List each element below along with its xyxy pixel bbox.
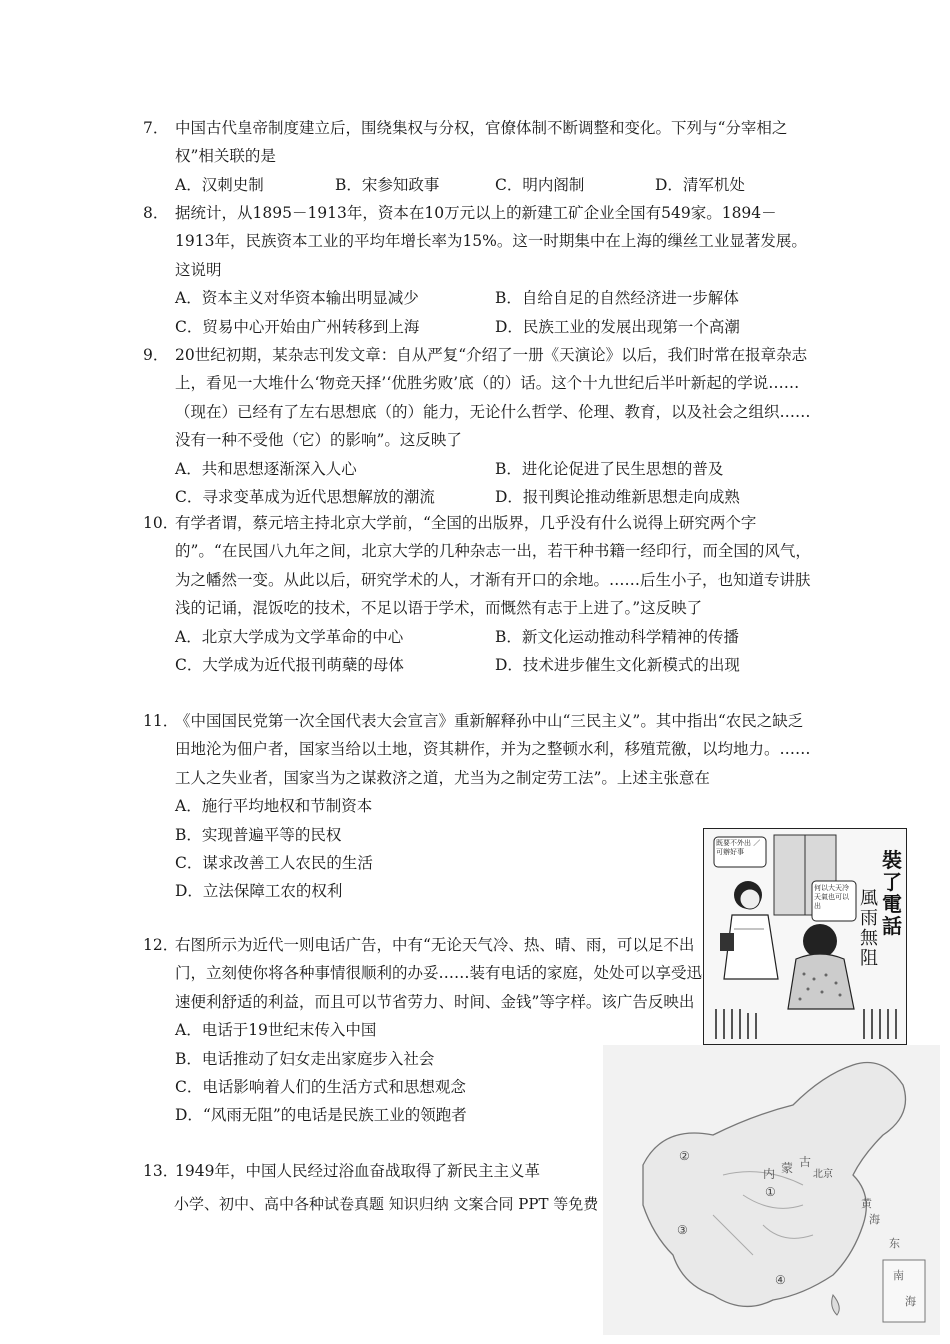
question-7 [143, 114, 815, 199]
option-a[interactable]: A．汉刺史制 [175, 175, 264, 194]
option-c[interactable]: C．谋求改善工人农民的生活 [175, 854, 373, 873]
option-c[interactable]: C．大学成为近代报刊萌蘖的母体 [175, 656, 404, 675]
option-d[interactable]: D．报刊舆论推动维新思想走向成熟 [495, 488, 740, 507]
question-number: 8． [143, 204, 169, 222]
map-label-gu: 古 [799, 1155, 812, 1169]
option-d[interactable]: D．技术进步催生文化新模式的出现 [495, 656, 740, 675]
question-stem: 有学者谓，蔡元培主持北京大学前，“全国的出版界，几乎没有什么说得上研究两个字的”。“在民国八九年之间，北京大学的几种杂志一出，若干种书籍一经印行，而全国的风气，为之幡然一变。从此以后，研究学术的人，才渐有开口的余地。……后生小子，也知道专讲肤浅的记诵，混饭吃的技术，不足以语于学术，而慨然有志于上进了。”这反映了 [175, 514, 811, 618]
question-stem: 《中国国民党第一次全国代表大会宣言》重新解释孙中山“三民主义”。其中指出“农民之缺乏田地沦为佃户者，国家当给以土地，资其耕作，并为之整顿水利，移殖荒徼，以均地力。……工人之失业者，国家当为之谋救济之道，尤当为之制定劳工法”。上述主张意在 [175, 712, 811, 787]
advert-bubble-right: 何以大天冷天氣也可以出 [814, 884, 849, 910]
option-a[interactable]: A．北京大学成为文学革命的中心 [175, 627, 404, 646]
option-b[interactable]: B．电话推动了妇女走出家庭步入社会 [175, 1049, 435, 1068]
option-b[interactable]: B．宋参知政事 [335, 175, 440, 194]
option-d[interactable]: D．民族工业的发展出现第一个高潮 [495, 317, 740, 336]
question-stem: 1949年，中国人民经过浴血奋战取得了新民主主义革 [175, 1162, 540, 1180]
question-10 [143, 509, 815, 679]
question-9 [143, 341, 815, 511]
map-marker-4: ④ [775, 1273, 786, 1287]
map-label-hai2: 海 [905, 1295, 916, 1308]
option-a[interactable]: A．电话于19世纪末传入中国 [175, 1021, 377, 1040]
map-label-dong: 东 [889, 1237, 900, 1250]
footer-watermark-text: 小学、初中、高中各种试卷真题 知识归纳 文案合同 PPT 等免费 [174, 1195, 599, 1213]
question-number: 13． [143, 1162, 179, 1180]
option-c[interactable]: C．寻求变革成为近代思想解放的潮流 [175, 488, 435, 507]
question-number: 11． [143, 712, 179, 730]
question-number: 12． [143, 936, 179, 954]
advert-bubble-left: 既要不外出 ／ 可辦好事 [716, 839, 761, 856]
option-a[interactable]: A．资本主义对华资本输出明显减少 [175, 289, 419, 308]
question-stem: 右图所示为近代一则电话广告，中有“无论天气冷、热、晴、雨，可以足不出门，立刻使你将各种事情很顺利的办妥……装有电话的家庭，处处可以享受迅速便利舒适的利益，而且可以节省劳力、时间、金钱”等字样。该广告反映出 [175, 936, 703, 1011]
question-stem: 20世纪初期，某杂志刊发文章：自从严复“介绍了一册《天演论》以后，我们时常在报章杂志上，看见一大堆什么‘物竞天择’‘优胜劣败’底（的）话。这个十九世纪后半叶新起的学说……（现在）已经有了左右思想底（的）能力，无论什么哲学、伦理、教育，以及社会之组织……没有一种不受他（它）的影响”。这反映了 [175, 346, 811, 450]
map-marker-2: ② [679, 1149, 690, 1163]
map-label-beijing: 北京 [813, 1169, 833, 1180]
question-number: 7． [143, 119, 169, 137]
map-label-hai1: 海 [869, 1213, 880, 1226]
option-c[interactable]: C．明内阁制 [495, 175, 585, 194]
option-a[interactable]: A．施行平均地权和节制资本 [175, 797, 373, 816]
question-12 [143, 931, 703, 1130]
map-label-nei: 内 [763, 1167, 776, 1181]
map-label-huang: 黄 [861, 1197, 872, 1210]
option-a[interactable]: A．共和思想逐渐深入人心 [175, 459, 357, 478]
option-d[interactable]: D．清军机处 [655, 175, 745, 194]
map-marker-1: ① [765, 1185, 776, 1199]
advert-headline: 裝了電話 [882, 848, 902, 938]
map-label-meng: 蒙 [781, 1161, 794, 1175]
telephone-advert-image [703, 828, 907, 1045]
option-b[interactable]: B．新文化运动推动科学精神的传播 [495, 627, 739, 646]
question-number: 9． [143, 346, 169, 364]
china-map-image [603, 1045, 940, 1335]
question-stem: 据统计，从1895－1913年，资本在10万元以上的新建工矿企业全国有549家。1894－1913年，民族资本工业的平均年增长率为15%。这一时期集中在上海的缫丝工业显著发展。这说明 [175, 204, 807, 279]
option-d[interactable]: D．“风雨无阻”的电话是民族工业的领跑者 [175, 1106, 467, 1125]
option-b[interactable]: B．实现普遍平等的民权 [175, 825, 342, 844]
question-number: 10． [143, 514, 179, 532]
option-c[interactable]: C．电话影响着人们的生活方式和思想观念 [175, 1078, 466, 1097]
option-b[interactable]: B．自给自足的自然经济进一步解体 [495, 289, 739, 308]
option-c[interactable]: C．贸易中心开始由广州转移到上海 [175, 317, 420, 336]
option-b[interactable]: B．进化论促进了民生思想的普及 [495, 459, 724, 478]
question-stem: 中国古代皇帝制度建立后，围绕集权与分权，官僚体制不断调整和变化。下列与“分宰相之权”相关联的是 [175, 119, 788, 166]
map-label-nan: 南 [893, 1269, 904, 1282]
advert-subline: 風雨無阻 [860, 888, 878, 969]
question-8 [143, 199, 815, 341]
map-marker-3: ③ [677, 1223, 688, 1237]
question-13 [143, 1157, 603, 1185]
option-d[interactable]: D．立法保障工农的权利 [175, 882, 343, 901]
